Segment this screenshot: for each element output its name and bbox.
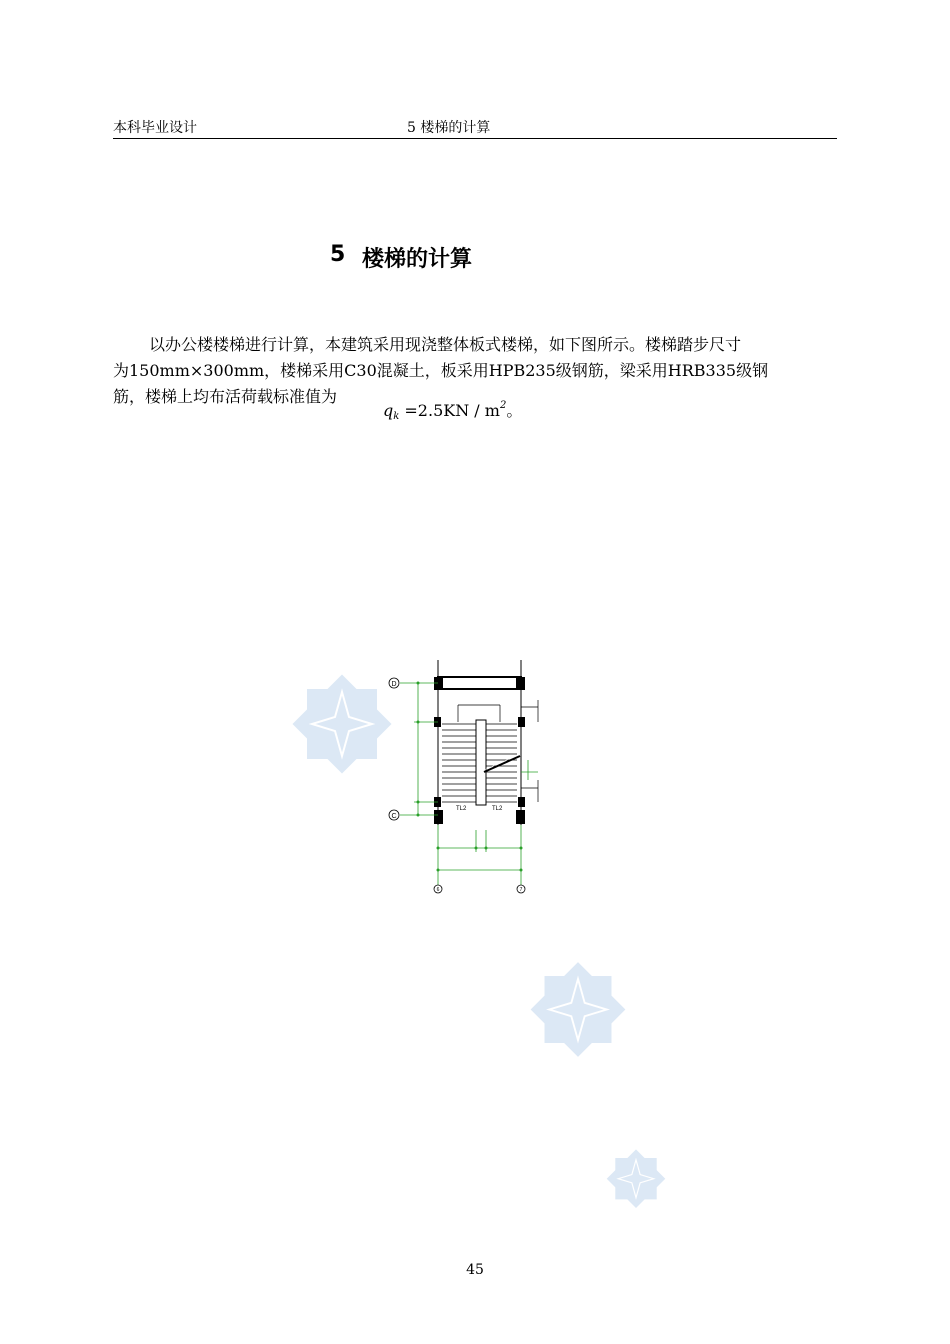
load-formula <box>383 398 522 422</box>
axis-label-bottom-left: 6 <box>436 887 440 893</box>
chapter-title-text: 楼梯的计算 <box>362 247 473 272</box>
axis-label-bottom-right: 7 <box>519 887 523 893</box>
formula-end: 。 <box>506 401 523 420</box>
watermark-logo-3 <box>602 1145 670 1213</box>
page-number: 45 <box>466 1262 484 1278</box>
formula-value: =2.5KN / m <box>399 401 500 420</box>
formula-q: q <box>383 401 394 420</box>
formula-subscript: k <box>393 411 400 422</box>
header-center: 5 楼梯的计算 <box>407 120 491 136</box>
formula-superscript: 2 <box>499 400 507 411</box>
axis-label-top: D <box>391 681 397 688</box>
paragraph-line-1: 以办公楼楼梯进行计算，本建筑采用现浇整体板式楼梯，如下图所示。楼梯踏步尺寸 <box>149 335 742 354</box>
axis-label-mid: C <box>391 813 397 820</box>
beam-label-left: TL2 <box>456 806 467 812</box>
page-header <box>113 117 837 139</box>
watermark-logo-2 <box>524 955 632 1065</box>
paragraph-line-3: 筋，楼梯上均布活荷载标准值为 <box>113 387 338 406</box>
beam-label-right: TL2 <box>492 806 503 812</box>
header-left: 本科毕业设计 <box>113 120 197 136</box>
stair-plan-figure <box>380 660 570 900</box>
paragraph-line-2: 为150mm×300mm，楼梯采用C30混凝土，板采用HPB235级钢筋，梁采用HRB335级钢 <box>113 361 769 380</box>
chapter-number: 5 <box>330 242 346 267</box>
